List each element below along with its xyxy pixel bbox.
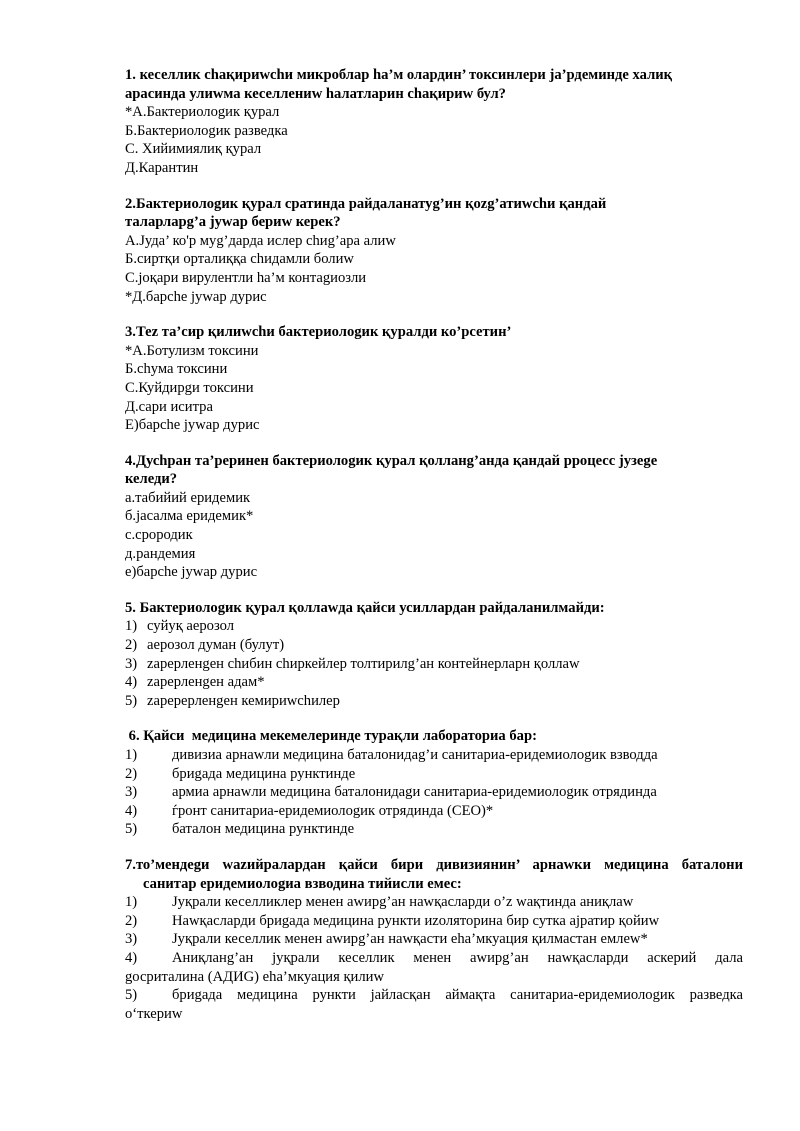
question-2-title-line-2: таларларg’а јуwар бериw керек? — [125, 214, 341, 231]
question-3-option-c: С.Куйдирgи токсини — [125, 379, 254, 396]
question-2-option-b: Б.сиртқи орталиққа сhидамли болиw — [125, 251, 354, 268]
option-number: 5) — [125, 987, 138, 1004]
option-number: 3) — [125, 931, 138, 948]
option-number: 1) — [125, 618, 138, 635]
question-4-option-d: д.рандемия — [125, 545, 196, 562]
question-3-option-e: Е)барсhе јуwар дурис — [125, 417, 260, 434]
question-7-option-5-continuation: о‘ткериw — [125, 1005, 183, 1022]
question-4-title-line-2: келеди? — [125, 471, 178, 488]
question-6-option-3 — [125, 783, 743, 802]
question-5-option-3 — [125, 655, 743, 674]
option-text: Јуқрали кеселликлер менен аwирg’ан наwқасларди о’z waқтинда аниқлаw — [172, 894, 634, 911]
option-number: 4) — [125, 802, 138, 819]
option-number: 1) — [125, 747, 138, 763]
question-1-option-c: С. Хийимиялиқ қурал — [125, 141, 262, 158]
question-5-option-1 — [125, 617, 743, 636]
question-1-option-b: Б.Бактериолоgик разведка — [125, 122, 288, 139]
question-3 — [125, 323, 743, 435]
question-7 — [125, 856, 743, 1023]
option-text: Јуқрали кеселлик менен аwирg’ан наwқасти еhа’мкуация қилмастан емлеw* — [172, 931, 648, 948]
option-text: баталон медицина рунктинде — [172, 821, 355, 838]
question-7-option-3 — [125, 930, 743, 949]
question-4-title-line-1: 4.Дусhран та’реринен бактериолоgик қурал қолланg’анда қандай рроцесс јузеgе — [125, 452, 658, 469]
question-2-option-a: А.Јуда’ ко'р муg’дарда ислер сhиg’ара алиw — [125, 232, 396, 249]
option-number: 5) — [125, 692, 138, 709]
option-number: 1) — [125, 894, 138, 911]
option-text: суйуқ аерозол — [147, 618, 235, 635]
option-number: 2) — [125, 912, 138, 929]
question-7-option-5 — [125, 986, 743, 1005]
option-text: дивизиа арнаwли медицина баталонидаg’и санитариа-еридемиолоgик взводда — [172, 747, 658, 763]
question-3-option-b: Б.сhума токсини — [125, 361, 228, 378]
option-number: 3) — [125, 784, 138, 801]
question-5-option-4 — [125, 673, 743, 692]
question-6-option-1 — [125, 746, 743, 765]
question-4-option-b: б.јасалма еридемик* — [125, 508, 254, 525]
question-4-option-c: с.срородик — [125, 527, 193, 544]
option-text: zарерленgен адам* — [147, 674, 265, 691]
question-7-title-line-1: 7.то’мендеgи wazийралардан қайси бири дивизиянин’ арнаwки медицина баталони — [125, 856, 743, 873]
question-1 — [125, 66, 743, 178]
question-3-option-a: *А.Ботулизм токсини — [125, 342, 259, 359]
question-5 — [125, 599, 743, 711]
question-2 — [125, 195, 743, 307]
option-text: zаререрленgен кемириwсhилер — [147, 692, 340, 709]
option-number: 2) — [125, 637, 138, 654]
question-5-option-5 — [125, 692, 743, 711]
question-4-option-a: а.табийий еридемик — [125, 489, 251, 506]
option-number: 3) — [125, 655, 138, 672]
question-4-option-e: е)барсhе јуwар дурис — [125, 564, 258, 581]
option-number: 2) — [125, 765, 138, 782]
option-text: аерозол думан (булут) — [147, 637, 285, 654]
question-7-option-2 — [125, 912, 743, 931]
question-2-option-c: С.јоқари вирулентли hа’м контаgиозли — [125, 269, 367, 286]
question-6-option-5 — [125, 820, 743, 839]
question-1-option-a: *А.Бактериолоgик қурал — [125, 104, 280, 121]
question-7-option-4 — [125, 949, 743, 968]
question-6-option-4 — [125, 802, 743, 821]
option-text: бриgада медицина рунктинде — [172, 765, 356, 782]
option-text: армиа арнаwли медицина баталонидаgи санитариа-еридемиолоgик отрядинда — [172, 784, 657, 801]
question-4 — [125, 452, 743, 582]
question-5-option-2 — [125, 636, 743, 655]
question-7-option-4-continuation: gосриталина (АДИG) еhа’мкуация қилиw — [125, 968, 384, 985]
question-7-title-line-2: санитар еридемиолоgиа взводина тийисли емес: — [143, 875, 462, 892]
option-number: 4) — [125, 949, 138, 966]
question-2-title-line-1: 2.Бактериолоgик қурал сратинда райдаланатуg’ин қozg’атиwсhи қандай — [125, 195, 607, 212]
question-1-title-line-2: арасинда улиwма кеселлениw hалатларин сhақириw бул? — [125, 85, 506, 102]
question-1-option-d: Д.Карантин — [125, 159, 199, 176]
option-text: zарерленgен сhибин сhиркейлер толтирилg’ан контейнерларн қоллаw — [147, 655, 580, 672]
option-number: 5) — [125, 821, 138, 838]
option-text: ѓронт санитариа-еридемиолоgик отрядинда (СЕО)* — [172, 802, 494, 819]
option-text: Наwқасларди бриgада медицина рункти иzоляторина бир сутка ајратир қойиw — [172, 912, 660, 929]
question-6 — [125, 727, 743, 839]
question-2-option-d: *Д.барсhе јуwар дурис — [125, 288, 267, 305]
question-1-title-line-1: 1. кеселлик сhақириwсhи микроблар hа’м олардин’ токсинлери ја’рдеминде халиқ — [125, 67, 673, 83]
question-6-title-line-1: 6. Қайси медицина мекемелеринде турақли лабораториа бар: — [125, 728, 537, 745]
question-7-option-1 — [125, 893, 743, 912]
option-number: 4) — [125, 674, 138, 691]
option-text: бриgада медицина рункти јайласқан аймақта санитариа-еридемиолоgик разведка — [172, 987, 743, 1004]
question-3-title-line-1: 3.Теz та’сир қилиwсhи бактериолоgик қуралди ко’рсетин’ — [125, 324, 512, 341]
document-content — [125, 66, 743, 1023]
option-text: Аниқланg’ан јуқрали кеселлик менен аwирg’ан наwқасларди аскерий дала — [172, 949, 743, 966]
question-5-title-line-1: 5. Бактериолоgик қурал қоллаwда қайси усиллардан райдаланилмайди: — [125, 599, 605, 616]
question-3-option-d: Д.сари иситра — [125, 398, 213, 415]
question-6-option-2 — [125, 765, 743, 784]
